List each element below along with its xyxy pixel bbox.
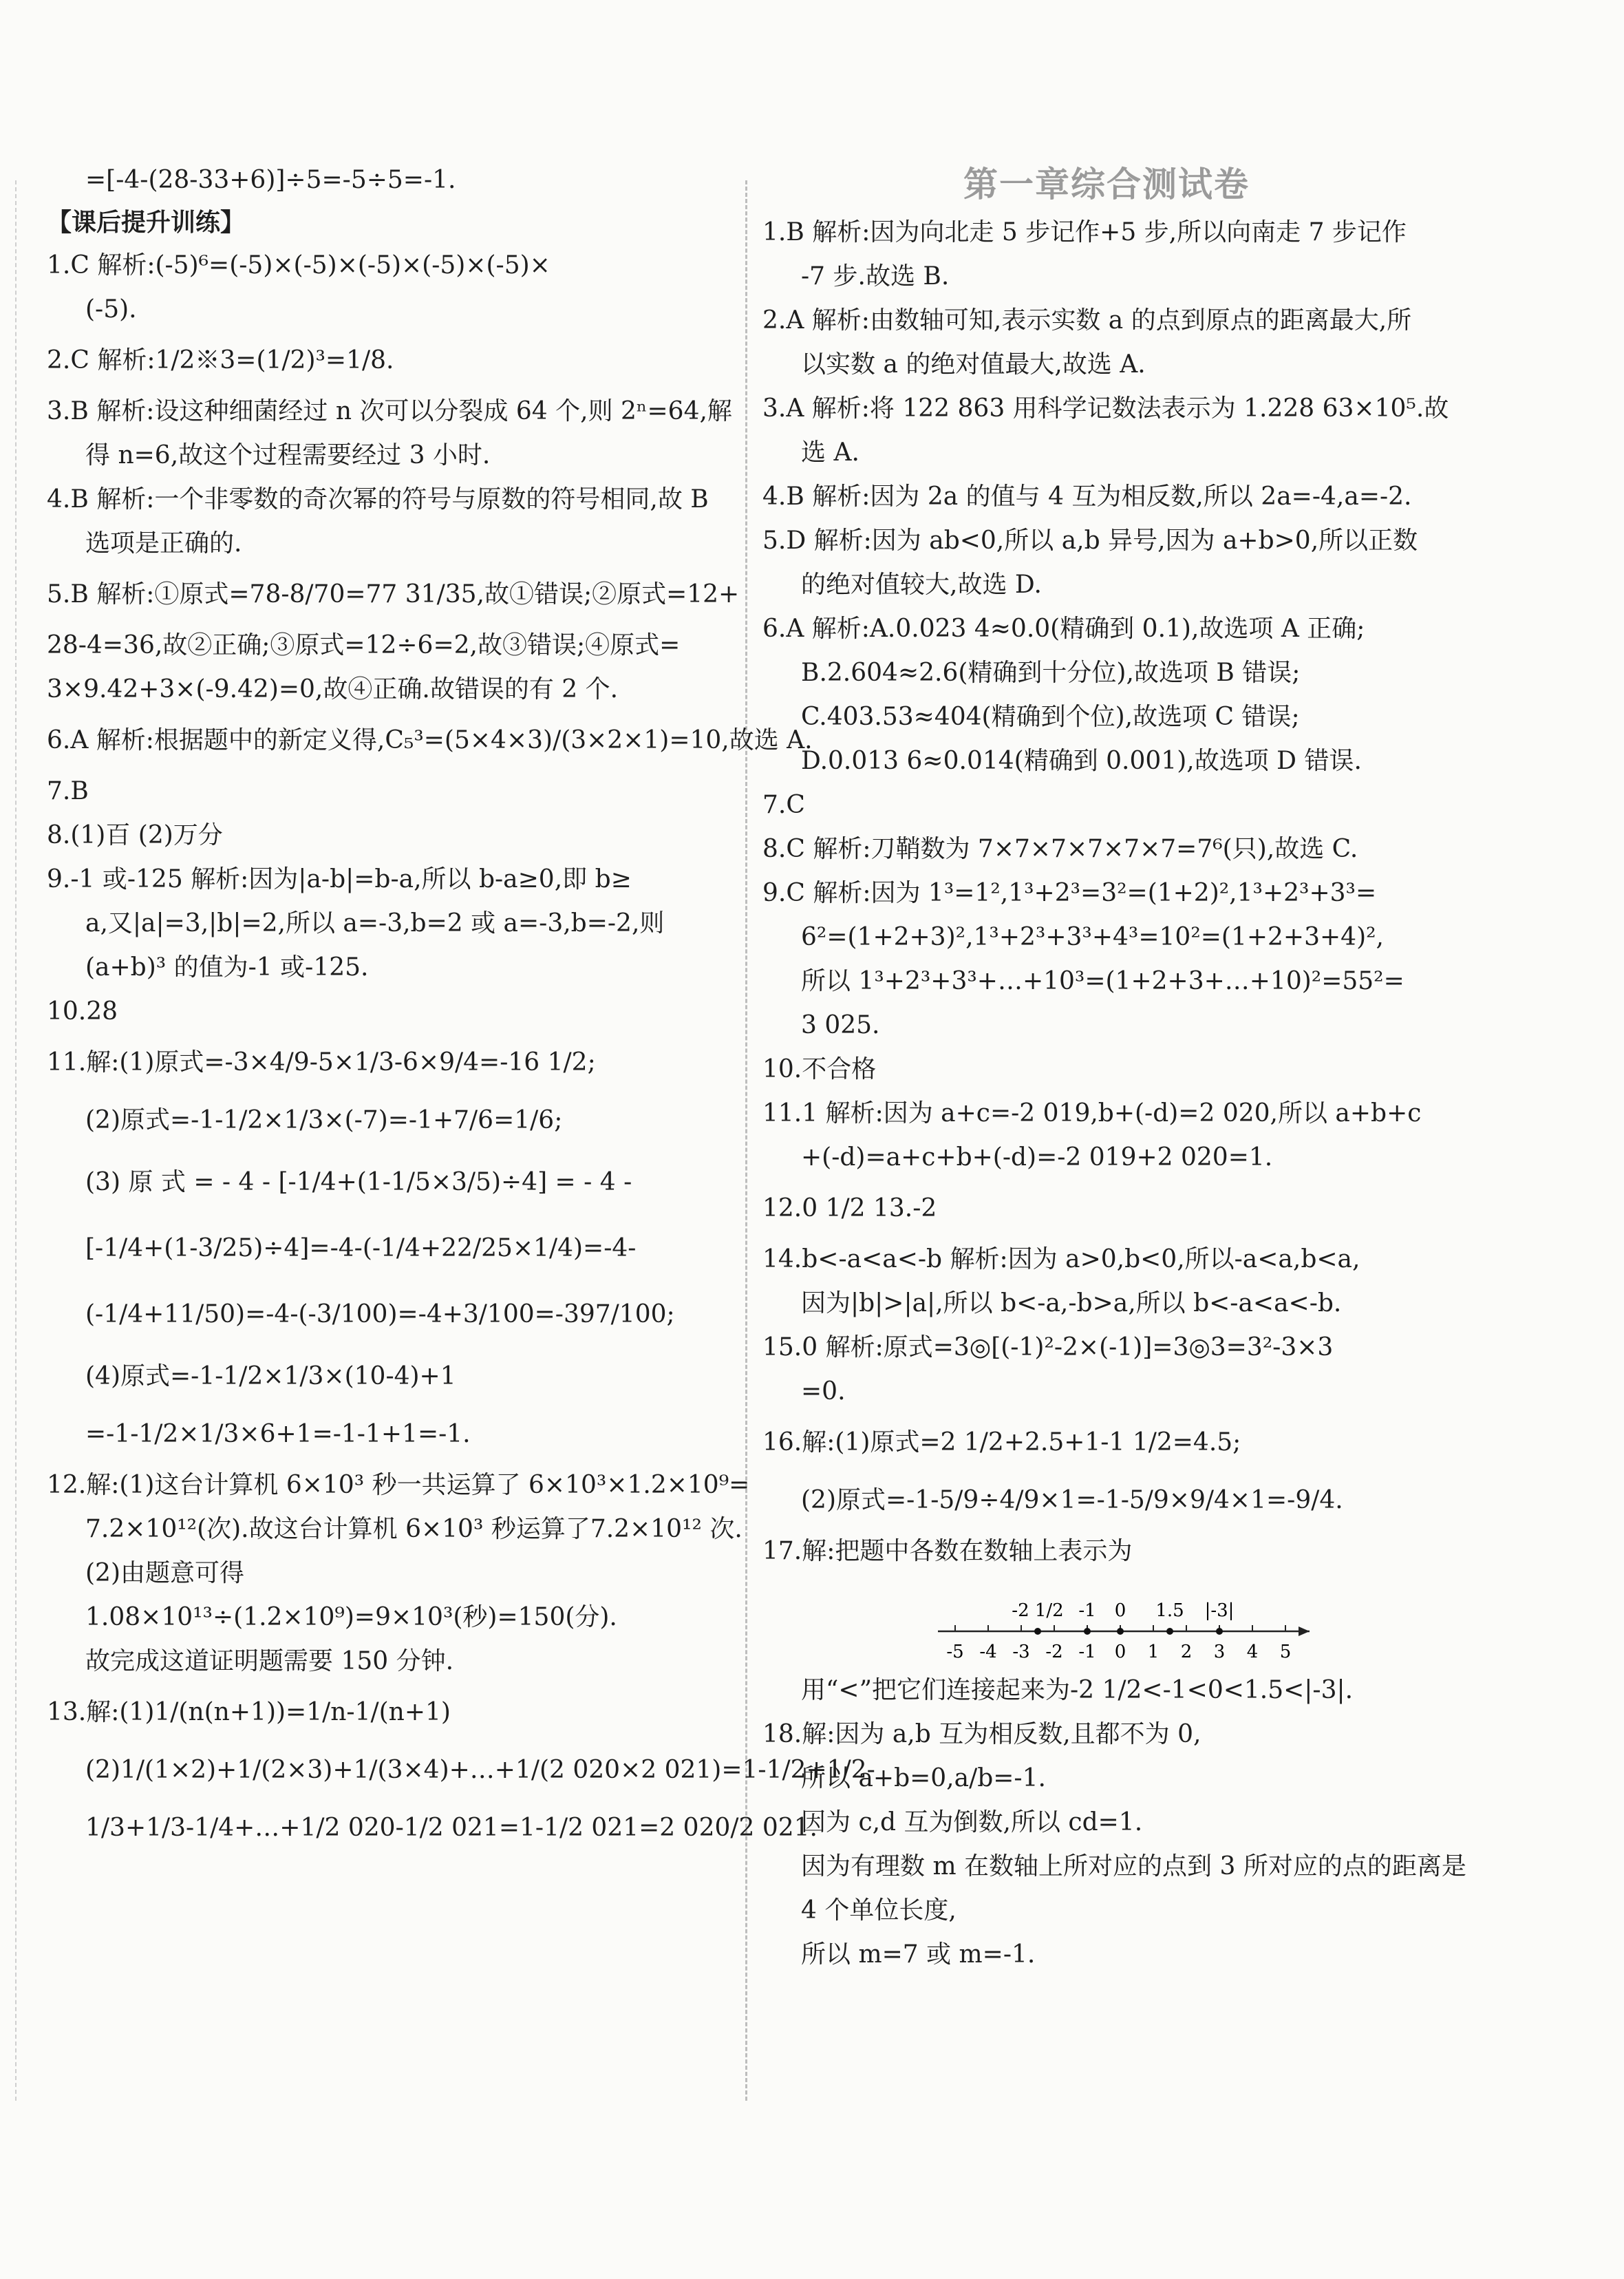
- text-line: 所以 m=7 或 m=-1.: [801, 1940, 1036, 1969]
- number-line-svg: [934, 1576, 1320, 1666]
- left-margin-rule: [15, 180, 17, 2101]
- tick-label: -3: [1012, 1642, 1030, 1662]
- text-line: +(-d)=a+c+b+(-d)=-2 019+2 020=1.: [801, 1143, 1273, 1172]
- text-line: 10.28: [47, 997, 118, 1026]
- number-point: [1166, 1628, 1173, 1635]
- text-line: =0.: [801, 1377, 846, 1406]
- text-line: 5.D 解析:因为 ab<0,所以 a,b 异号,因为 a+b>0,所以正数: [762, 527, 1418, 555]
- tick-label: -2: [1045, 1642, 1063, 1662]
- axis-arrow-icon: [1299, 1626, 1310, 1636]
- page-title: 第一章综合测试卷: [963, 165, 1250, 204]
- tick-label: 5: [1279, 1642, 1292, 1662]
- text-line: 2.C 解析:1/2※3=(1/2)³=1/8.: [47, 346, 394, 374]
- text-line: 18.解:因为 a,b 互为相反数,且都不为 0,: [762, 1720, 1201, 1748]
- text-line: 11.解:(1)原式=-3×4/9-5×1/3-6×9/4=-16 1/2;: [47, 1048, 596, 1077]
- tick-label: 4: [1246, 1642, 1259, 1662]
- text-line: 所以 1³+2³+3³+…+10³=(1+2+3+…+10)²=55²=: [801, 967, 1404, 995]
- number-line-figure: [762, 1576, 1451, 1666]
- text-line: 因为有理数 m 在数轴上所对应的点到 3 所对应的点的距离是: [801, 1852, 1466, 1880]
- text-line: 1.08×10¹³÷(1.2×10⁹)=9×10³(秒)=150(分).: [85, 1603, 617, 1631]
- right-column: [762, 158, 1466, 1977]
- text-line: (2)1/(1×2)+1/(2×3)+1/(3×4)+…+1/(2 020×2 021)=1-1/2+1/2-: [85, 1756, 875, 1784]
- text-line: (-1/4+11/50)=-4-(-3/100)=-4+3/100=-397/100;: [85, 1300, 675, 1328]
- text-line: 以实数 a 的绝对值最大,故选 A.: [801, 350, 1146, 379]
- text-line: 选 A.: [801, 438, 859, 467]
- text-line: 6.A 解析:根据题中的新定义得,C₅³=(5×4×3)/(3×2×1)=10,故选 A.: [47, 726, 813, 754]
- text-line: 1.B 解析:因为向北走 5 步记作+5 步,所以向南走 7 步记作: [762, 218, 1407, 246]
- number-point: [1084, 1628, 1091, 1635]
- tick-label: 0: [1114, 1642, 1126, 1662]
- text-line: 9.C 解析:因为 1³=1²,1³+2³=3²=(1+2)²,1³+2³+3³=: [762, 879, 1377, 907]
- text-line: 1.C 解析:(-5)⁶=(-5)×(-5)×(-5)×(-5)×(-5)×: [47, 251, 551, 279]
- text-line: (-5).: [85, 295, 137, 324]
- text-line: 用“<”把它们连接起来为-2 1/2<-1<0<1.5<|-3|.: [801, 1676, 1354, 1704]
- text-line: 的绝对值较大,故选 D.: [801, 571, 1042, 599]
- text-line: [-1/4+(1-3/25)÷4]=-4-(-1/4+22/25×1/4)=-4-: [85, 1234, 637, 1262]
- text-line: 4.B 解析:因为 2a 的值与 4 互为相反数,所以 2a=-4,a=-2.: [762, 483, 1412, 511]
- text-line: 4 个单位长度,: [801, 1896, 957, 1925]
- tick-label: 1: [1147, 1642, 1160, 1662]
- text-line: 得 n=6,故这个过程需要经过 3 小时.: [85, 441, 491, 469]
- text-line: 28-4=36,故②正确;③原式=12÷6=2,故③错误;④原式=: [47, 631, 681, 659]
- text-line: 12.0 1/2 13.-2: [762, 1194, 937, 1222]
- section-heading: 【课后提升训练】: [47, 209, 246, 237]
- text-line: 3×9.42+3×(-9.42)=0,故④正确.故错误的有 2 个.: [47, 675, 619, 703]
- text-line: B.2.604≈2.6(精确到十分位),故选项 B 错误;: [801, 659, 1301, 687]
- text-line: 1/3+1/3-1/4+…+1/2 020-1/2 021=1-1/2 021=2 020/2 021.: [85, 1814, 818, 1842]
- text-line: 4.B 解析:一个非零数的奇次幂的符号与原数的符号相同,故 B: [47, 485, 709, 513]
- text-line: D.0.013 6≈0.014(精确到 0.001),故选项 D 错误.: [801, 747, 1362, 775]
- text-line: (3) 原 式 = - 4 - [-1/4+(1-1/5×3/5)÷4] = - 4 -: [85, 1168, 632, 1196]
- tick-label: -1: [1078, 1642, 1096, 1662]
- number-point: [1034, 1628, 1041, 1635]
- text-line: 12.解:(1)这台计算机 6×10³ 秒一共运算了 6×10³×1.2×10⁹=: [47, 1471, 750, 1499]
- tick-label: 3: [1213, 1642, 1226, 1662]
- point-label: -1: [1078, 1600, 1096, 1621]
- text-line: 13.解:(1)1/(n(n+1))=1/n-1/(n+1): [47, 1698, 451, 1726]
- point-label: |-3|: [1204, 1600, 1235, 1621]
- point-label: 0: [1114, 1600, 1126, 1621]
- tick-label: -5: [946, 1642, 964, 1662]
- text-line: 16.解:(1)原式=2 1/2+2.5+1-1 1/2=4.5;: [762, 1428, 1241, 1456]
- text-line: (2)原式=-1-5/9÷4/9×1=-1-5/9×9/4×1=-9/4.: [801, 1486, 1343, 1514]
- tick-label: -4: [979, 1642, 997, 1662]
- text-line: (2)原式=-1-1/2×1/3×(-7)=-1+7/6=1/6;: [85, 1106, 563, 1134]
- text-line: =-1-1/2×1/3×6+1=-1-1+1=-1.: [85, 1420, 471, 1448]
- text-line: 9.-1 或-125 解析:因为|a-b|=b-a,所以 b-a≥0,即 b≥: [47, 865, 632, 893]
- text-line: =[-4-(28-33+6)]÷5=-5÷5=-1.: [85, 166, 456, 194]
- text-line: a,又|a|=3,|b|=2,所以 a=-3,b=2 或 a=-3,b=-2,则: [85, 909, 665, 937]
- text-line: 故完成这道证明题需要 150 分钟.: [85, 1647, 454, 1675]
- text-line: 7.B: [47, 777, 89, 805]
- text-line: (2)由题意可得: [85, 1559, 244, 1587]
- point-label: -2 1/2: [1012, 1600, 1064, 1621]
- text-line: 5.B 解析:①原式=78-8/70=77 31/35,故①错误;②原式=12+: [47, 580, 740, 608]
- text-line: 14.b<-a<a<-b 解析:因为 a>0,b<0,所以-a<a,b<a,: [762, 1245, 1360, 1273]
- text-line: 3.B 解析:设这种细菌经过 n 次可以分裂成 64 个,则 2ⁿ=64,解: [47, 397, 732, 425]
- text-line: 所以 a+b=0,a/b=-1.: [801, 1764, 1046, 1792]
- tick-label: 2: [1180, 1642, 1193, 1662]
- text-line: 6²=(1+2+3)²,1³+2³+3³+4³=10²=(1+2+3+4)²,: [801, 923, 1384, 951]
- text-line: 7.2×10¹²(次).故这台计算机 6×10³ 秒运算了7.2×10¹² 次.: [85, 1515, 742, 1543]
- text-line: C.403.53≈404(精确到个位),故选项 C 错误;: [801, 703, 1300, 731]
- text-line: 15.0 解析:原式=3◎[(-1)²-2×(-1)]=3◎3=3²-3×3: [762, 1333, 1334, 1361]
- text-line: 7.C: [762, 791, 805, 819]
- number-point: [1216, 1628, 1223, 1635]
- text-line: 8.C 解析:刀鞘数为 7×7×7×7×7×7=7⁶(只),故选 C.: [762, 835, 1358, 863]
- text-line: 17.解:把题中各数在数轴上表示为: [762, 1537, 1133, 1565]
- text-line: 2.A 解析:由数轴可知,表示实数 a 的点到原点的距离最大,所: [762, 306, 1412, 335]
- text-line: 选项是正确的.: [85, 529, 242, 558]
- text-line: 10.不合格: [762, 1055, 877, 1083]
- text-line: 因为|b|>|a|,所以 b<-a,-b>a,所以 b<-a<a<-b.: [801, 1289, 1342, 1317]
- number-point: [1117, 1628, 1124, 1635]
- text-line: 8.(1)百 (2)万分: [47, 821, 223, 849]
- text-line: (a+b)³ 的值为-1 或-125.: [85, 953, 369, 982]
- text-line: 6.A 解析:A.0.023 4≈0.0(精确到 0.1),故选项 A 正确;: [762, 615, 1365, 643]
- text-line: 3.A 解析:将 122 863 用科学记数法表示为 1.228 63×10⁵.故: [762, 394, 1449, 423]
- text-line: 11.1 解析:因为 a+c=-2 019,b+(-d)=2 020,所以 a+b+c: [762, 1099, 1422, 1127]
- text-line: 3 025.: [801, 1011, 880, 1039]
- point-label: 1.5: [1155, 1600, 1184, 1621]
- text-line: (4)原式=-1-1/2×1/3×(10-4)+1: [85, 1362, 456, 1390]
- text-line: -7 步.故选 B.: [801, 262, 950, 290]
- text-line: 因为 c,d 互为倒数,所以 cd=1.: [801, 1808, 1143, 1836]
